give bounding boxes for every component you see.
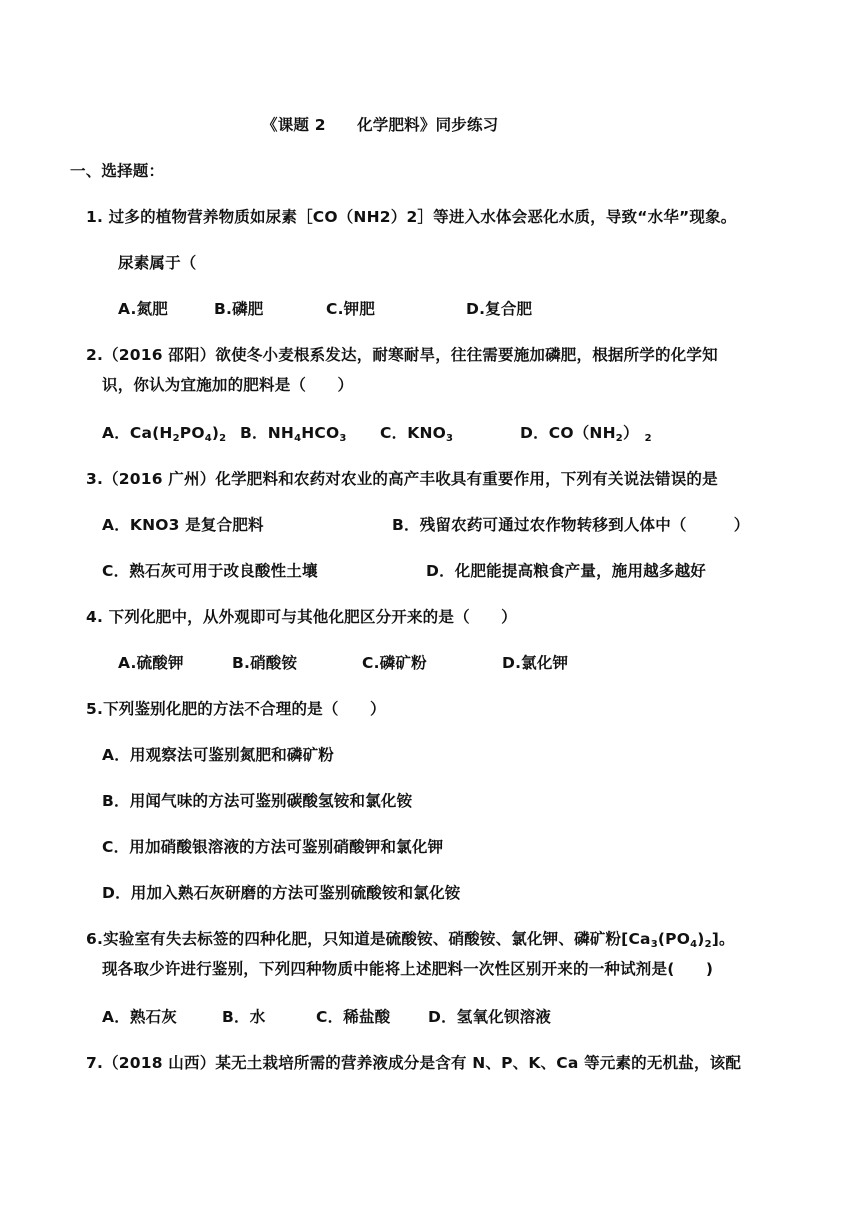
question-2-text: 2.（2016 邵阳）欲使冬小麦根系发达，耐寒耐旱，往往需要施加磷肥，根据所学的化学知 — [86, 346, 718, 364]
question-1-text-cont: 尿素属于（ — [118, 254, 197, 272]
question-7-text: 7.（2018 山西）某无土栽培所需的营养液成分是含有 N、P、K、Ca 等元素的无机盐，该配 — [86, 1054, 742, 1072]
section-heading: 一、选择题： — [70, 162, 165, 180]
option-b: B.磷肥 — [214, 300, 264, 318]
option-c: C.磷矿粉 — [362, 654, 427, 672]
option-c: C.钾肥 — [326, 300, 376, 318]
question-2-options — [102, 422, 652, 450]
option-b: B．$NH_4HCO_3$ — [240, 424, 347, 444]
option-a: A.氮肥 — [118, 300, 168, 318]
question-6-options — [102, 1006, 551, 1028]
question-6-text-cont: 现各取少许进行鉴别，下列四种物质中能将上述肥料一次性区别开来的一种试剂是( ) — [102, 960, 714, 978]
question-4-options — [118, 652, 568, 674]
question-3-text: 3.（2016 广州）化学肥料和农药对农业的高产丰收具有重要作用，下列有关说法错误的是 — [86, 470, 718, 488]
option-a: A.硫酸钾 — [118, 654, 184, 672]
option-d: D.复合肥 — [466, 300, 533, 318]
question-5-option-d: D．用加入熟石灰研磨的方法可鉴别硫酸铵和氯化铵 — [102, 884, 461, 902]
question-5-text: 5.下列鉴别化肥的方法不合理的是（ ） — [86, 700, 386, 718]
question-3-option-d: D．化肥能提高粮食产量，施用越多越好 — [426, 562, 706, 580]
option-d: D．$CO(NH_2)$ $_2$ — [520, 424, 652, 444]
option-c: C．稀盐酸 — [316, 1008, 391, 1026]
question-1-text: 1. 过多的植物营养物质如尿素［CO（NH2）2］等进入水体会恶化水质，导致“水华”现象。 — [86, 208, 737, 226]
option-d: D.氯化钾 — [502, 654, 569, 672]
question-3-option-a: A．KNO3 是复合肥料 — [102, 516, 264, 534]
question-5-option-b: B．用闻气味的方法可鉴别碳酸氢铵和氯化铵 — [102, 792, 413, 810]
page-title: 《课题 2 化学肥料》同步练习 — [262, 116, 499, 134]
question-4-text: 4. 下列化肥中，从外观即可与其他化肥区分开来的是（ ） — [86, 608, 517, 626]
question-5-option-a: A．用观察法可鉴别氮肥和磷矿粉 — [102, 746, 334, 764]
question-3-option-c: C．熟石灰可用于改良酸性土壤 — [102, 562, 318, 580]
question-3-option-b: B．残留农药可通过农作物转移到人体中（ ） — [392, 516, 750, 534]
question-6-text: 6.实验室有失去标签的四种化肥，只知道是硫酸铵、硝酸铵、氯化钾、磷矿粉$[Ca_3(PO_4)_2]$。 — [86, 930, 735, 950]
question-1-options — [118, 298, 532, 320]
option-a: A．熟石灰 — [102, 1008, 177, 1026]
option-b: B.硝酸铵 — [232, 654, 298, 672]
question-2-text-cont: 识，你认为宜施加的肥料是（ ） — [102, 376, 354, 394]
option-b: B．水 — [222, 1008, 266, 1026]
option-a: A．$Ca(H_2PO_4)_2$ — [102, 424, 227, 444]
option-d: D．氢氧化钡溶液 — [428, 1008, 551, 1026]
option-c: C．$KNO_3$ — [380, 424, 454, 444]
question-5-option-c: C．用加硝酸银溶液的方法可鉴别硝酸钾和氯化钾 — [102, 838, 444, 856]
